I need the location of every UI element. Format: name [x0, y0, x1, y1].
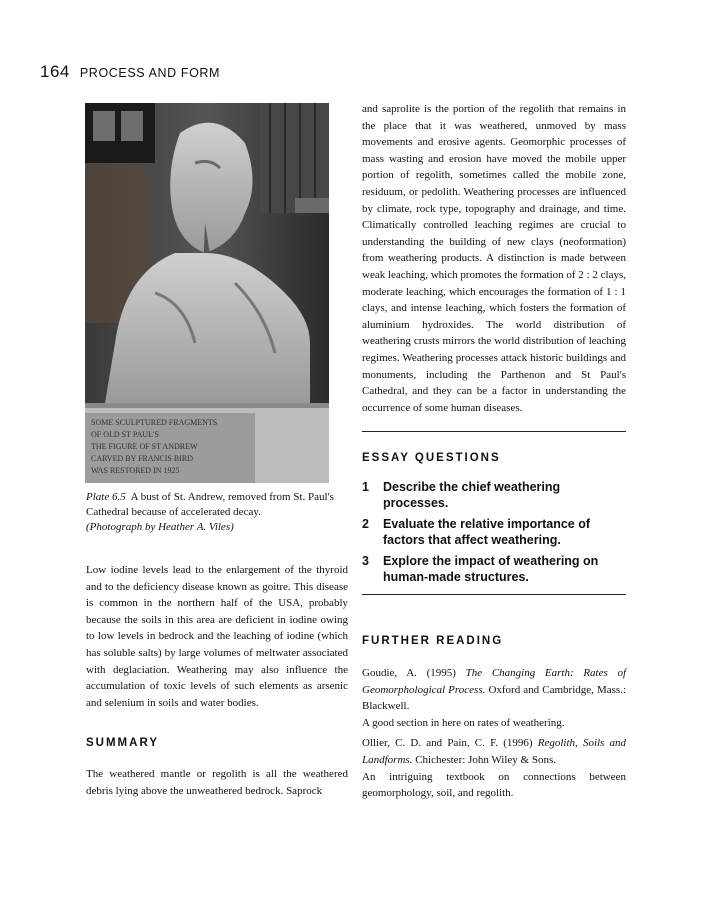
reference-entry	[362, 735, 626, 801]
section-rule	[362, 594, 626, 595]
ref-title: Regolith, Soils and Landforms.	[362, 737, 627, 766]
question-text: Describe the chief weathering processes.	[383, 480, 561, 510]
ref-publisher: Chichester: John Wiley & Sons.	[415, 753, 557, 766]
question-number: 3	[362, 554, 369, 568]
plaque-line: CARVED BY FRANCIS BIRD	[91, 454, 193, 463]
reading-list	[362, 665, 626, 806]
ref-title: The Changing Earth: Rates of Geomorphological Process.	[362, 667, 627, 696]
plaque-line: OF OLD ST PAUL'S	[91, 430, 159, 439]
ref-note: An intriguing textbook on connections between geomorphology, soil, and regolith.	[362, 770, 626, 800]
further-reading-heading: FURTHER READING	[362, 635, 504, 647]
caption-text: A bust of St. Andrew, removed from St. Paul's Cathedral because of accelerated decay.	[86, 491, 334, 518]
question-text: Evaluate the relative importance of factors that affect weathering.	[383, 517, 591, 547]
summary-body	[86, 766, 348, 799]
plaque-line: THE FIGURE OF ST ANDREW	[91, 442, 198, 451]
ref-note: A good section in here on rates of weathering.	[362, 716, 565, 729]
iodine-paragraph: Low iodine levels lead to the enlargement of the thyroid and to the deficiency disease known as goitre. This disease is common in the northern half of the USA, probably because the soils in this area are deficient in iodine owing to low levels in bedrock and the leaching of iodine (which has soluble salts) by large volumes of meltwater associated with deglaciation. Weathering may also influence the accumulation of toxic levels of such elements as arsenic and selenium in soils and water bodies.	[86, 564, 348, 709]
page-header	[40, 62, 220, 82]
question-number: 1	[362, 480, 369, 494]
plate-photo	[85, 103, 329, 483]
summary-paragraph: The weathered mantle or regolith is all the weathered debris lying above the unweathered bedrock. Saprock	[86, 768, 348, 797]
ref-author: Ollier, C. D. and Pain, C. F. (1996)	[362, 737, 533, 750]
running-title: PROCESS AND FORM	[79, 66, 221, 80]
photo-credit: (Photograph by Heather A. Viles)	[86, 521, 234, 533]
essay-questions-list	[362, 480, 626, 591]
caption-label: Plate 6.5	[86, 491, 126, 503]
question-text: Explore the impact of weathering on human-made structures.	[383, 554, 599, 584]
ref-publisher: Oxford and Cambridge, Mass.: Blackwell.	[362, 683, 627, 713]
question-number: 2	[362, 517, 369, 531]
plaque-line: SOME SCULPTURED FRAGMENTS	[91, 418, 218, 427]
reference-entry	[362, 665, 626, 731]
ref-author: Goudie, A. (1995)	[362, 667, 456, 679]
essay-question	[362, 554, 626, 585]
right-body-text	[362, 101, 626, 416]
section-rule	[362, 431, 626, 432]
plaque-line: WAS RESTORED IN 1925	[91, 466, 180, 475]
essay-question	[362, 480, 626, 511]
summary-heading: SUMMARY	[86, 737, 159, 749]
bust-photo-image	[85, 103, 329, 483]
continued-paragraph: and saprolite is the portion of the regolith that remains in the place that it was weathered, unmoved by mass movements and erosive agents. Geomorphic processes of mass wasting and erosion have moved the mobile upper portion of regolith, sometimes called the mobile zone, residuum, or pedolith. Weathering processes are influenced by climate, rock type, topography and drainage, and time. Climatically controlled leaching regimes are crucial to understanding the building of new clays (neoformation) from weathering products. A distinction is made between weak leaching, which promotes the formation of 2 : 2 clays, moderate leaching, which encourages the formation of 1 : 1 clays, and intense leaching, which fosters the formation of aluminium hydroxides. The world distribution of weathering crusts mirrors the world distribution of leaching regimes. Weathering processes attack historic buildings and monuments, including the Parthenon and St Paul's Cathedral, and they can be a factor in understanding the occurrence of some human diseases.	[362, 103, 626, 414]
plate-caption	[86, 490, 348, 535]
page-number: 164	[40, 62, 70, 81]
left-body-text	[86, 562, 348, 711]
essay-question	[362, 517, 626, 548]
essay-questions-heading: ESSAY QUESTIONS	[362, 452, 501, 464]
